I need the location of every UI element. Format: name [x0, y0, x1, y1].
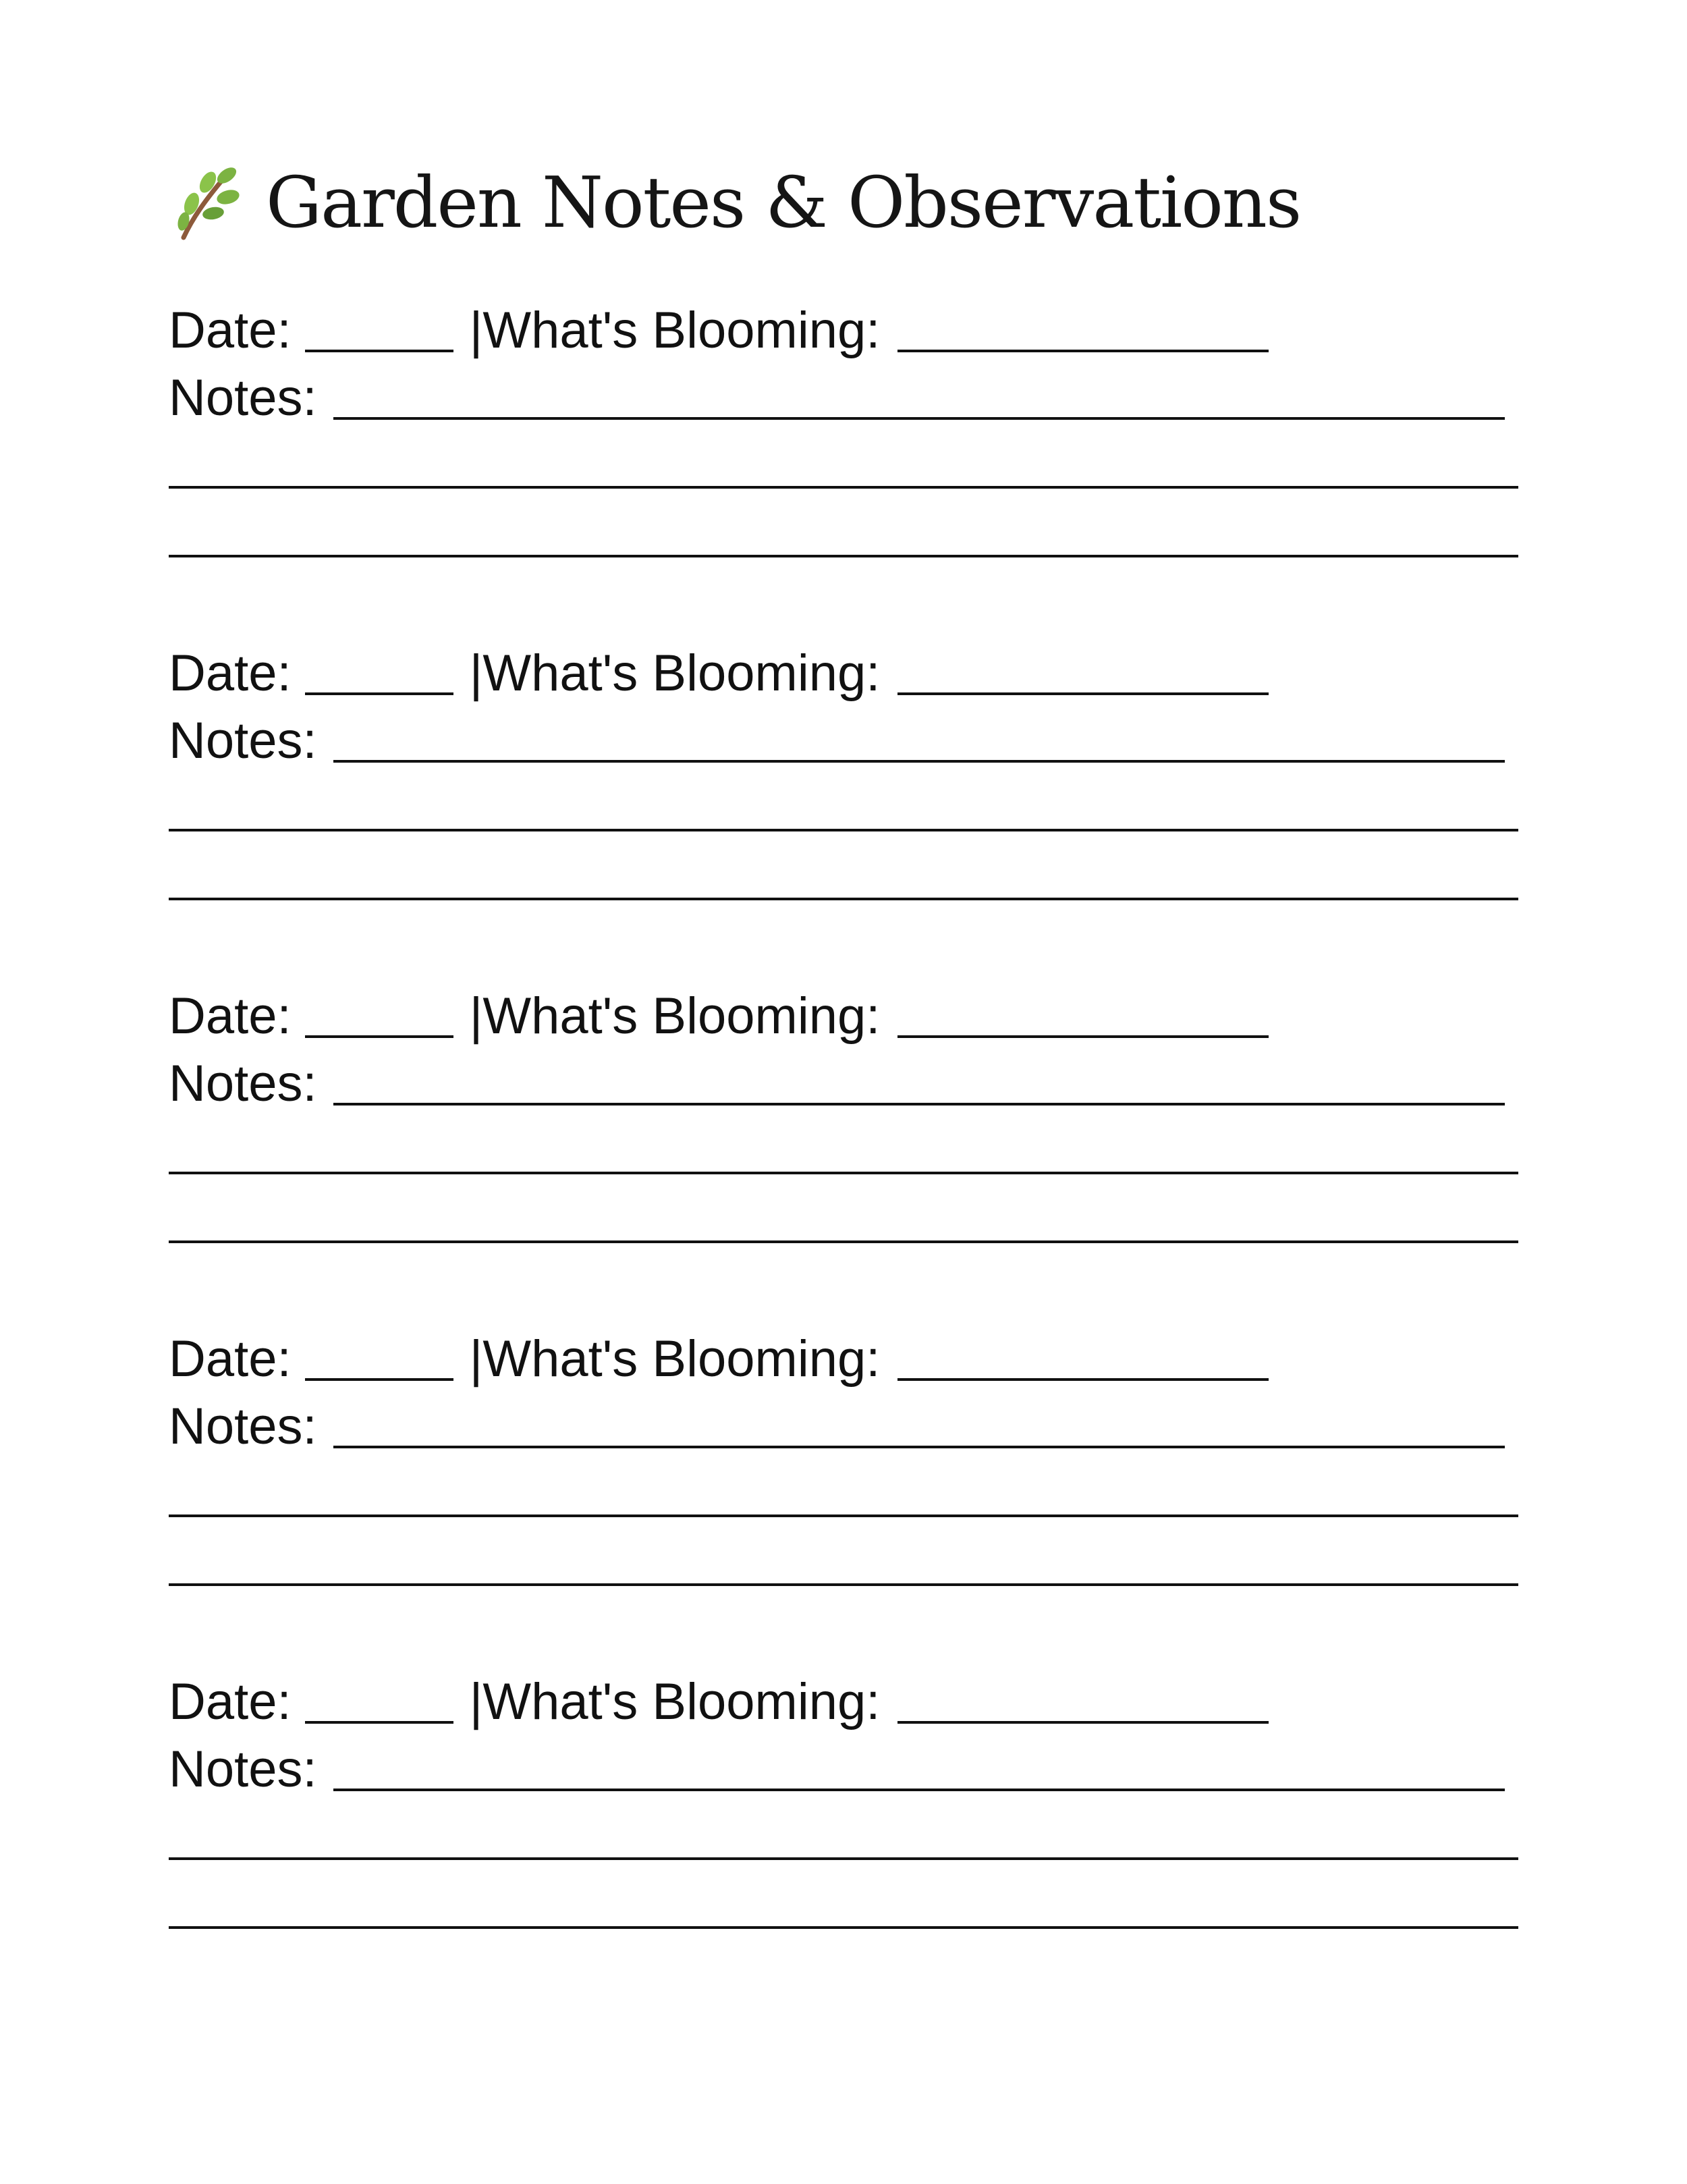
notes-blank-field[interactable]: [333, 1402, 1505, 1448]
notes-label: Notes:: [169, 1055, 317, 1112]
title-text: Garden Notes & Observations: [266, 161, 1301, 244]
notes-blank-field[interactable]: [333, 1060, 1505, 1105]
entry-5: [169, 1668, 1518, 1952]
entry-header-row: [169, 983, 1269, 1050]
notes-label: Notes:: [169, 1398, 317, 1455]
date-blank-field[interactable]: [305, 306, 453, 352]
notes-blank-field[interactable]: [333, 374, 1505, 420]
page-title: [169, 152, 1300, 253]
date-label: Date:: [169, 1673, 292, 1730]
separator: |: [469, 645, 483, 702]
entry-1: [169, 297, 1518, 580]
notes-writing-line[interactable]: [169, 829, 1518, 831]
blooming-label: What's Blooming:: [482, 302, 881, 359]
separator: |: [469, 987, 483, 1045]
blooming-blank-field[interactable]: [897, 992, 1269, 1038]
date-blank-field[interactable]: [305, 649, 453, 695]
blooming-label: What's Blooming:: [482, 987, 881, 1045]
notes-blank-field[interactable]: [333, 1745, 1505, 1791]
entry-2: [169, 640, 1518, 923]
entry-header-row: [169, 1668, 1269, 1736]
blooming-blank-field[interactable]: [897, 649, 1269, 695]
notes-writing-line[interactable]: [169, 1240, 1518, 1243]
date-blank-field[interactable]: [305, 1678, 453, 1724]
notes-row: [169, 364, 1505, 432]
notes-writing-line[interactable]: [169, 1857, 1518, 1860]
notes-row: [169, 1736, 1505, 1803]
notes-label: Notes:: [169, 369, 317, 427]
notes-writing-line[interactable]: [169, 1583, 1518, 1586]
notes-blank-field[interactable]: [333, 717, 1505, 763]
blooming-label: What's Blooming:: [482, 1330, 881, 1388]
date-blank-field[interactable]: [305, 992, 453, 1038]
date-blank-field[interactable]: [305, 1335, 453, 1381]
notes-writing-line[interactable]: [169, 486, 1518, 489]
notes-writing-line[interactable]: [169, 555, 1518, 557]
notes-row: [169, 707, 1505, 775]
notes-label: Notes:: [169, 712, 317, 769]
notes-writing-line[interactable]: [169, 1926, 1518, 1929]
blooming-blank-field[interactable]: [897, 1335, 1269, 1381]
notes-writing-line[interactable]: [169, 1172, 1518, 1174]
separator: |: [469, 1673, 483, 1730]
entry-4: [169, 1326, 1518, 1609]
blooming-label: What's Blooming:: [482, 645, 881, 702]
entry-header-row: [169, 1326, 1269, 1393]
notes-writing-line[interactable]: [169, 1514, 1518, 1517]
notes-writing-line[interactable]: [169, 898, 1518, 900]
blooming-label: What's Blooming:: [482, 1673, 881, 1730]
notes-row: [169, 1393, 1505, 1460]
entry-3: [169, 983, 1518, 1266]
entry-header-row: [169, 640, 1269, 707]
date-label: Date:: [169, 987, 292, 1045]
blooming-blank-field[interactable]: [897, 1678, 1269, 1724]
date-label: Date:: [169, 1330, 292, 1388]
green-sprig-icon: [169, 162, 243, 243]
date-label: Date:: [169, 645, 292, 702]
separator: |: [469, 1330, 483, 1388]
date-label: Date:: [169, 302, 292, 359]
entry-header-row: [169, 297, 1269, 364]
separator: |: [469, 302, 483, 359]
notes-row: [169, 1050, 1505, 1118]
blooming-blank-field[interactable]: [897, 306, 1269, 352]
notes-label: Notes:: [169, 1741, 317, 1798]
